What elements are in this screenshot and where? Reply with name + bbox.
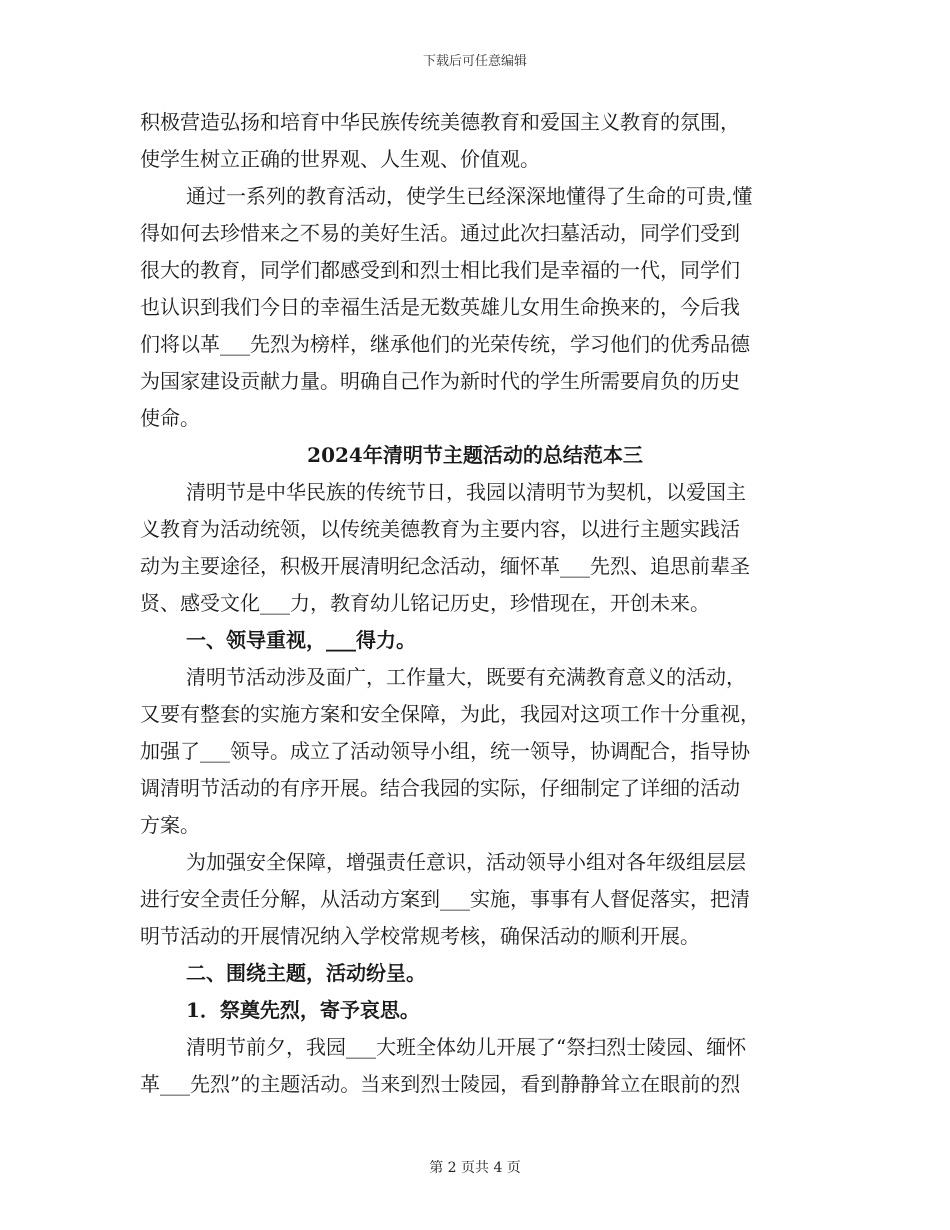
paragraph-line: 调清明节活动的有序开展。结合我园的实际，仔细制定了详细的活动 — [140, 776, 740, 800]
paragraph-line: 也认识到我们今日的幸福生活是无数英雄儿女用生命换来的，今后我 — [140, 295, 740, 319]
paragraph-line: 们将以革___先烈为榜样，继承他们的光荣传统，学习他们的优秀品德 — [140, 332, 750, 356]
paragraph-line: 方案。 — [140, 813, 200, 837]
paragraph-line: 清明节活动涉及面广，工作量大，既要有充满教育意义的活动， — [186, 665, 746, 689]
paragraph-line: 进行安全责任分解，从活动方案到___实施，事事有人督促落实，把清 — [140, 887, 750, 911]
paragraph-line: 加强了___领导。成立了活动领导小组，统一领导，协调配合，指导协 — [140, 739, 750, 763]
paragraph-line: 为加强安全保障，增强责任意识，活动领导小组对各年级组层层 — [186, 850, 746, 874]
paragraph-line: 明节活动的开展情况纳入学校常规考核，确保活动的顺利开展。 — [140, 924, 700, 948]
page-footer: 第 2 页共 4 页 — [429, 1160, 521, 1176]
paragraph-line: 使学生树立正确的世界观、人生观、价值观。 — [140, 147, 540, 171]
paragraph-line: 义教育为活动统领，以传统美德教育为主要内容，以进行主题实践活 — [140, 517, 740, 541]
paragraph-line: 很大的教育，同学们都感受到和烈士相比我们是幸福的一代，同学们 — [140, 258, 740, 282]
paragraph-line: 使命。 — [140, 406, 200, 430]
subheading: 一、领导重视，___得力。 — [186, 628, 416, 652]
paragraph-line: 清明节前夕，我园___大班全体幼儿开展了“祭扫烈士陵园、缅怀 — [186, 1035, 747, 1059]
paragraph-line: 又要有整套的实施方案和安全保障，为此，我园对这项工作十分重视， — [140, 702, 760, 726]
section-title: 2024年清明节主题活动的总结范本三 — [307, 443, 643, 467]
paragraph-line: 动为主要途径，积极开展清明纪念活动，缅怀革___先烈、追思前辈圣 — [140, 554, 750, 578]
paragraph-line: 贤、感受文化___力，教育幼儿铭记历史，珍惜现在，开创未来。 — [140, 591, 710, 615]
paragraph-line: 清明节是中华民族的传统节日，我园以清明节为契机，以爱国主 — [186, 480, 746, 504]
subheading: 二、围绕主题，活动纷呈。 — [186, 961, 426, 985]
paragraph-line: 得如何去珍惜来之不易的美好生活。通过此次扫墓活动，同学们受到 — [140, 221, 740, 245]
paragraph-line: 为国家建设贡献力量。明确自己作为新时代的学生所需要肩负的历史 — [140, 369, 740, 393]
page-header: 下载后可任意编辑 — [422, 54, 527, 69]
document-body — [140, 104, 810, 1103]
paragraph-line: 通过一系列的教育活动，使学生已经深深地懂得了生命的可贵,懂 — [186, 184, 753, 208]
paragraph-line: 革___先烈”的主题活动。当来到烈士陵园，看到静静耸立在眼前的烈 — [140, 1072, 741, 1096]
subheading: 1．祭奠先烈，寄予哀思。 — [186, 998, 420, 1022]
paragraph-line: 积极营造弘扬和培育中华民族传统美德教育和爱国主义教育的氛围， — [140, 110, 740, 134]
